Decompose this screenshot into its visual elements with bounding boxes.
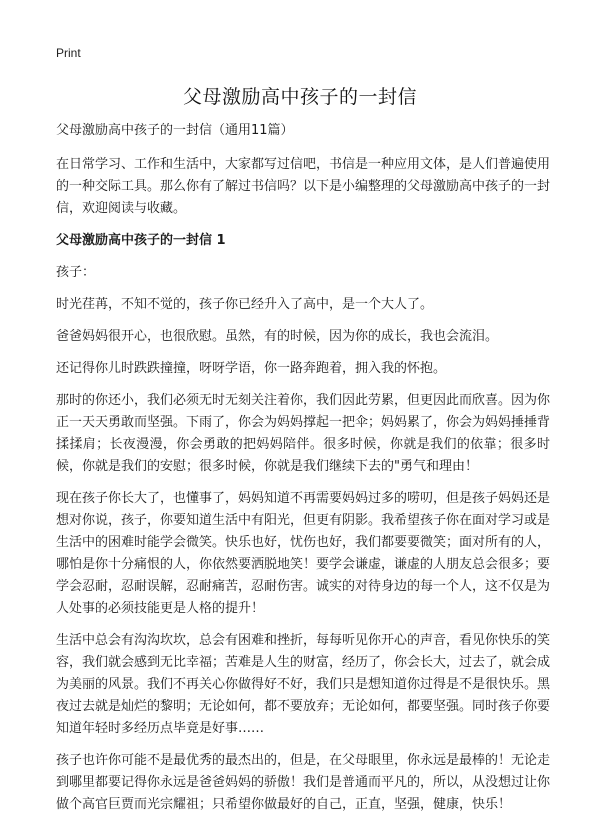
article-subtitle: 父母激励高中孩子的一封信（通用11篇） [56, 123, 294, 138]
article-body [56, 120, 550, 826]
paragraph: 还记得你儿时跌跌撞撞，呀呀学语，你一路奔跑着，拥入我的怀抱。 [56, 361, 447, 376]
intro-paragraph: 在日常学习、工作和生活中，大家都写过信吧，书信是一种应用文体，是人们普遍使用的一种交际工具。那么你有了解过书信吗？以下是小编整理的父母激励高中孩子的一封信，欢迎阅读与收藏。 [56, 157, 551, 216]
print-link[interactable]: Print [56, 46, 81, 60]
paragraph: 爸爸妈妈很开心，也很欣慰。虽然，有的时候，因为你的成长，我也会流泪。 [56, 329, 499, 344]
section-heading: 父母激励高中孩子的一封信 1 [56, 233, 226, 248]
paragraph: 孩子也许你可能不是最优秀的最杰出的，但是，在父母眼里，你永远是最棒的！无论走到哪里都要记得你永远是爸爸妈妈的骄傲！我们是普通而平凡的，所以，从没想过让你做个高官巨贾而光宗耀祖；只希望你做最好的自己，正直，坚强，健康，快乐！ [56, 753, 551, 812]
paragraph: 那时的你还小，我们必须无时无刻关注着你，我们因此劳累，但更因此而欣喜。因为你正一天天勇敢而坚强。下雨了，你会为妈妈撑起一把伞；妈妈累了，你会为妈妈捶捶背揉揉肩；长夜漫漫，你会勇敢的把妈妈陪伴。很多时候，你就是我们的依靠；很多时候，你就是我们的安慰；很多时候，你就是我们继续下去的"勇气和理由！ [56, 393, 551, 474]
page-title: 父母激励高中孩子的一封信 [182, 86, 417, 108]
paragraph: 时光荏苒，不知不觉的，孩子你已经升入了高中，是一个大人了。 [56, 297, 434, 312]
paragraph: 生活中总会有沟沟坎坎，总会有困难和挫折，每每听见你开心的声音，看见你快乐的笑容，我们就会感到无比幸福；苦难是人生的财富，经历了，你会长大，过去了，就会成为美丽的风景。我们不再关心你做得好不好，我们只是想知道你过得是不是很快乐。黑夜过去就是灿烂的黎明；无论如何，都不要放弃；无论如何，都要坚强。同时孩子你要知道年轻时多经历点毕竟是好事…… [56, 633, 551, 736]
paragraph: 现在孩子你长大了，也懂事了，妈妈知道不再需要妈妈过多的唠叨，但是孩子妈妈还是想对你说，孩子，你要知道生活中有阳光，但更有阴影。我希望孩子你在面对学习或是生活中的困难时能学会微笑。快乐也好，忧伤也好，我们都要要微笑；面对所有的人，哪怕是你十分痛恨的人，你依然要洒脱地笑！要学会谦虚，谦虚的人朋友总会很多；要学会忍耐，忍耐误解，忍耐痛苦，忍耐伤害。诚实的对待身边的每一个人，这不仅是为人处事的必须技能更是人格的提升！ [56, 491, 551, 616]
paragraph-salutation: 孩子： [56, 265, 96, 280]
